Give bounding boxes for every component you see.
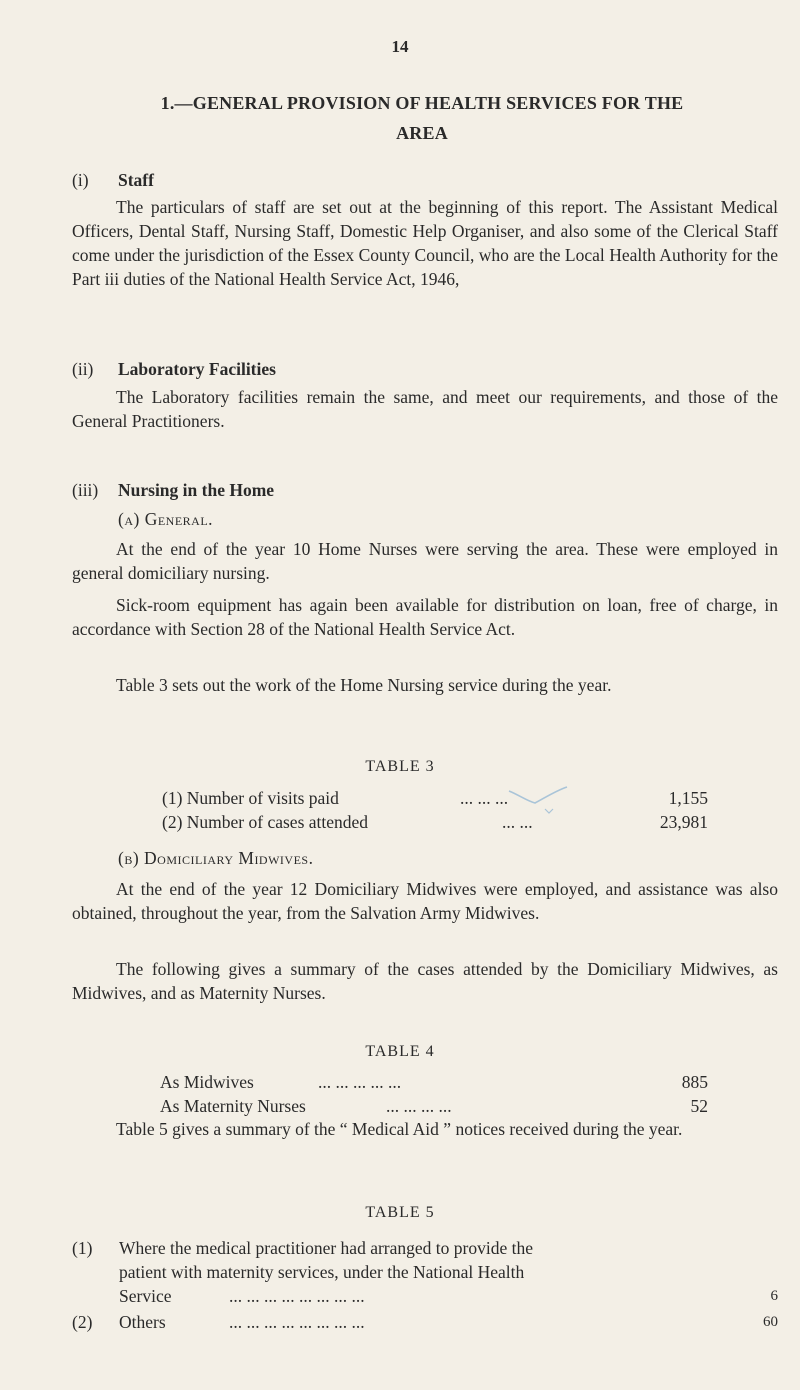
section-number: (ii) (72, 359, 94, 379)
section-heading-text: Laboratory Facilities (118, 359, 276, 379)
section-number: (i) (72, 170, 89, 190)
paragraph-text: Table 5 gives a summary of the “ Medical Aid ” notices received during the year. (116, 1119, 683, 1139)
page-title (62, 88, 782, 148)
row-label: As Maternity Nurses (160, 1096, 306, 1116)
table-row (72, 1310, 778, 1334)
title-line-2: AREA (396, 123, 448, 143)
row-label: Others (119, 1312, 166, 1332)
row-text-line-1: Where the medical practitioner had arranged to provide the (119, 1238, 533, 1258)
paragraph-text: At the end of the year 10 Home Nurses were serving the area. These were employed in general domiciliary nursing. (72, 539, 778, 583)
table-3-caption: TABLE 3 (365, 758, 435, 775)
row-number: (1) (72, 1238, 93, 1258)
row-label: (1) Number of visits paid (162, 788, 339, 808)
section-heading-nursing (72, 478, 274, 502)
row-value: 6 (770, 1288, 778, 1304)
section-number: (iii) (72, 480, 99, 500)
row-leader-dots: ... ... ... (460, 788, 509, 808)
title-line-1: 1.—GENERAL PROVISION OF HEALTH SERVICES FOR THE (160, 93, 684, 113)
table-5-caption: TABLE 5 (365, 1204, 435, 1221)
page-number: 14 (391, 37, 409, 56)
row-value: 52 (690, 1096, 708, 1116)
row-text-line-3 (119, 1284, 739, 1308)
section-heading-text: Nursing in the Home (118, 480, 275, 500)
table-row (160, 1070, 708, 1094)
row-leader-dots: ... ... (502, 812, 533, 832)
row-leader-dots: ... ... ... ... ... (318, 1072, 402, 1092)
paragraph-general-1 (72, 537, 778, 585)
paragraph-midwives-1 (72, 877, 778, 925)
subheading-general: (a) General. (118, 509, 214, 529)
row-leader-dots: ... ... ... ... ... ... ... ... (229, 1312, 365, 1332)
row-label: As Midwives (160, 1072, 254, 1092)
row-value: 23,981 (659, 812, 708, 832)
row-leader-dots: ... ... ... ... (386, 1096, 452, 1116)
row-text-line-1 (119, 1310, 739, 1334)
paragraph-text: Table 3 sets out the work of the Home Nursing service during the year. (116, 675, 612, 695)
section-heading-staff (72, 168, 154, 192)
paragraph-text: At the end of the year 12 Domiciliary Midwives were employed, and assistance was also obtained, throughout the year, from the Salvation Army Midwives. (72, 879, 778, 923)
row-value: 60 (763, 1314, 778, 1330)
paragraph-text: The following gives a summary of the cases attended by the Domiciliary Midwives, as Midwives, and as Maternity Nurses. (72, 959, 778, 1003)
table-row (72, 1236, 778, 1308)
paragraph-staff (72, 195, 778, 291)
row-leader-dots: ... ... ... ... ... ... ... ... (229, 1286, 365, 1306)
paragraph-midwives-2 (72, 957, 778, 1005)
table-row (162, 810, 708, 834)
row-value: 1,155 (668, 788, 708, 808)
table-row (162, 786, 708, 810)
paragraph-general-3 (72, 673, 778, 697)
paragraph-table4-note (72, 1117, 778, 1141)
table-row (160, 1094, 708, 1118)
paragraph-text: Sick-room equipment has again been available for distribution on loan, free of charge, in accordance with Section 28 of the National Health Service Act. (72, 595, 778, 639)
paragraph-laboratory (72, 385, 778, 433)
paragraph-text: The Laboratory facilities remain the same, and meet our requirements, and those of the General Practitioners. (72, 387, 778, 431)
subheading-midwives: (b) Domiciliary Midwives. (118, 848, 314, 868)
section-heading-laboratory (72, 357, 276, 381)
row-value: 885 (681, 1072, 708, 1092)
row-number: (2) (72, 1312, 93, 1332)
pen-mark-scribble (505, 783, 575, 819)
row-label: Service (119, 1286, 172, 1306)
table-4-caption: TABLE 4 (365, 1043, 435, 1060)
paragraph-general-2 (72, 593, 778, 641)
section-heading-text: Staff (118, 170, 154, 190)
row-text-line-2: patient with maternity services, under the National Health (119, 1262, 525, 1282)
paragraph-text: The particulars of staff are set out at the beginning of this report. The Assistant Medical Officers, Dental Staff, Nursing Staff, Domestic Help Organiser, and also some of the Clerical Staff come under the jurisdiction of the Essex County Council, who are the Local Health Authority for the Part iii duties of the National Health Service Act, 1946, (72, 197, 778, 289)
row-label: (2) Number of cases attended (162, 812, 369, 832)
